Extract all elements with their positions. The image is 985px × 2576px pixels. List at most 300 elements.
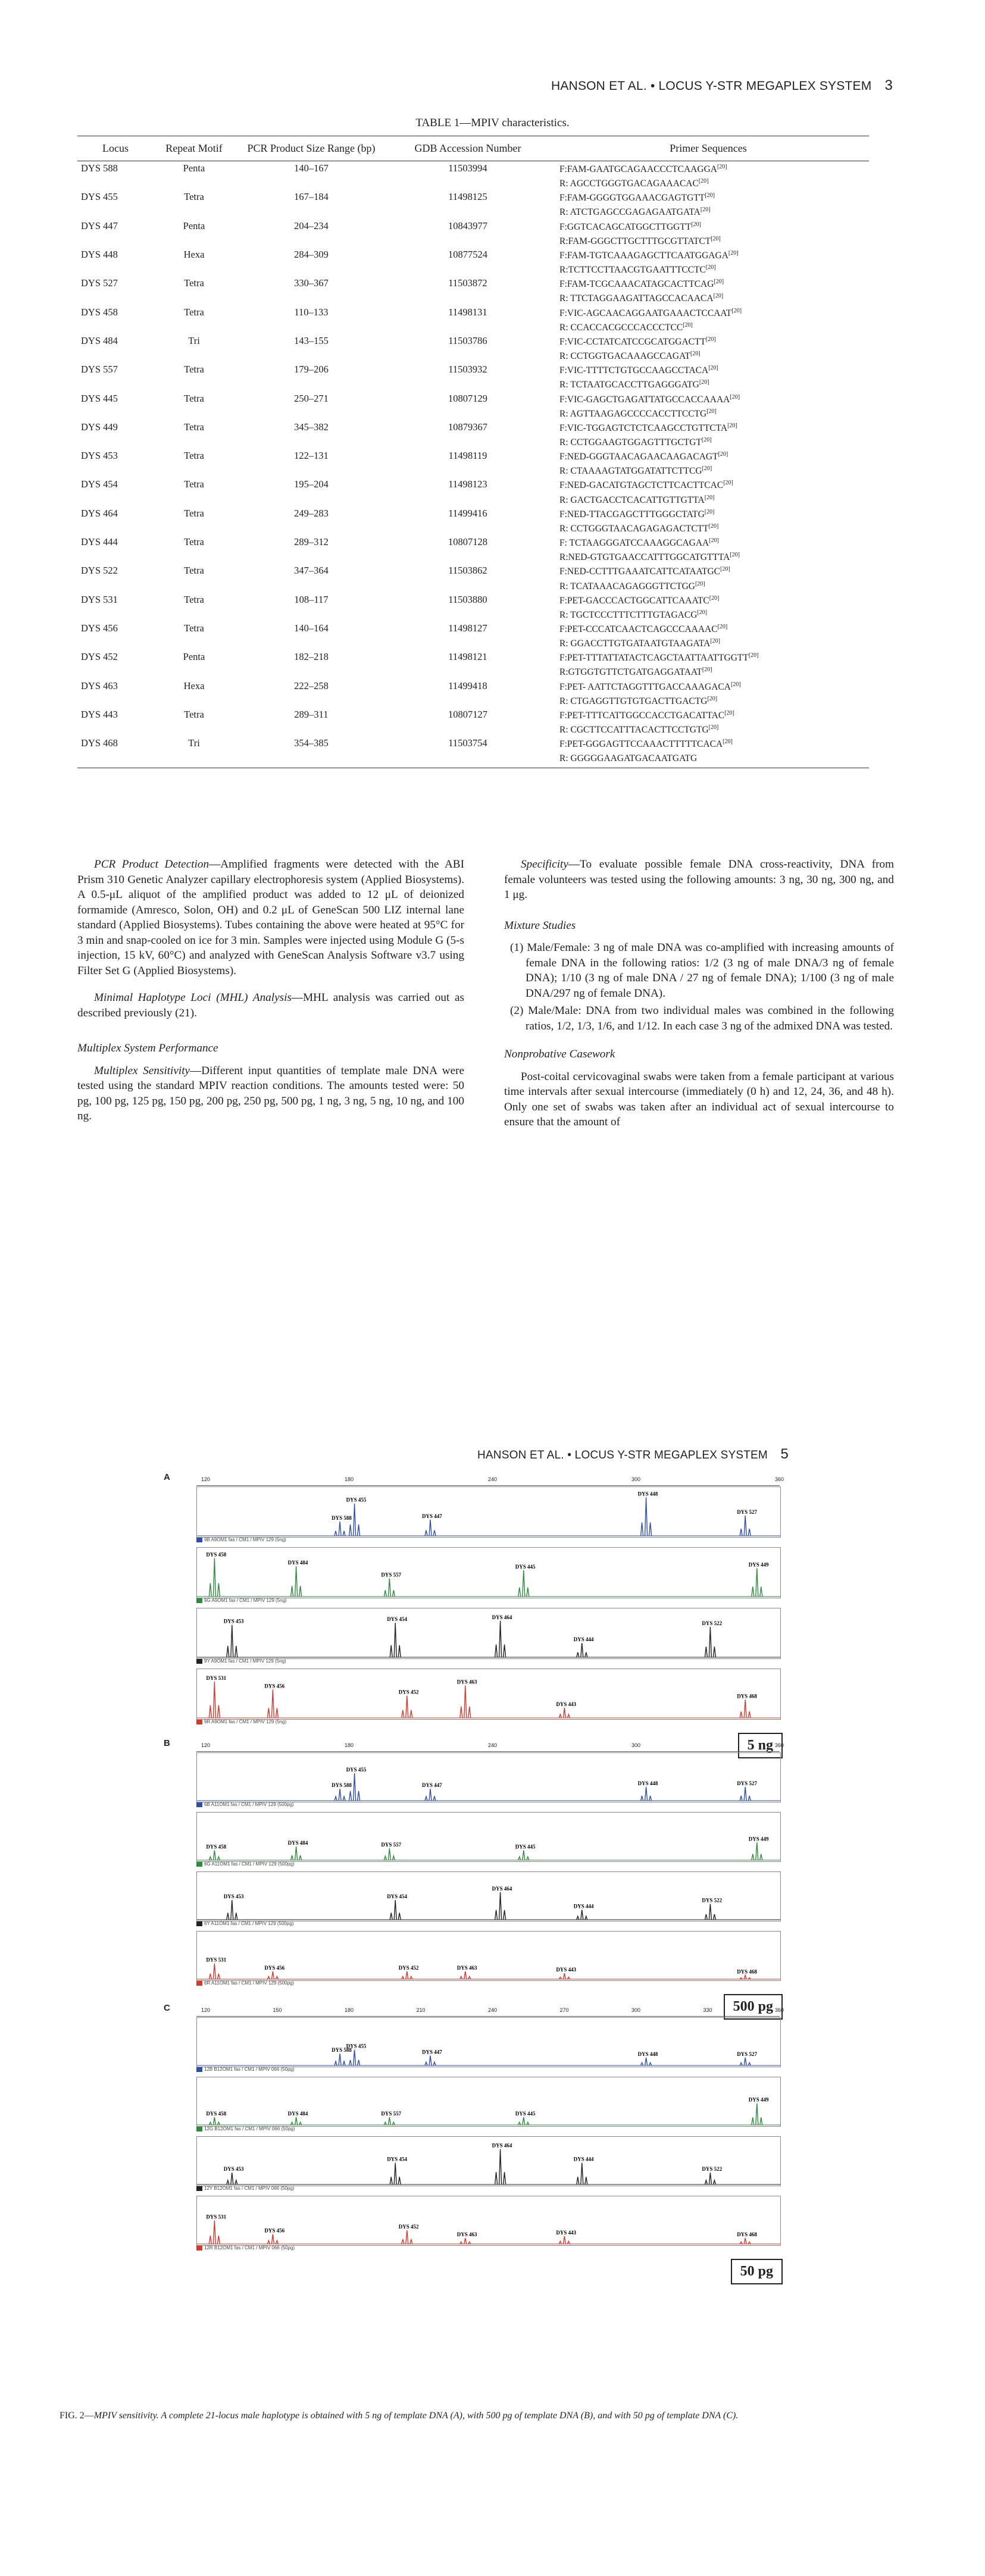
table-cell-motif: Penta xyxy=(183,220,205,231)
lane-text: 12G B12OM1 fas / CM1 / MPIV 066 (50pg) xyxy=(204,2126,295,2131)
allele-peak xyxy=(213,1851,215,1861)
peak-label: DYS 464 xyxy=(492,1885,512,1892)
allele-peak xyxy=(527,1857,529,1860)
allele-peak xyxy=(235,1913,237,1920)
peak-label: DYS 452 xyxy=(398,1689,419,1695)
table-cell-primers xyxy=(548,679,869,708)
allele-peak xyxy=(231,1625,233,1657)
table-row xyxy=(77,621,869,650)
allele-peak xyxy=(649,1796,652,1801)
citation-ref: [20] xyxy=(705,336,716,343)
allele-peak xyxy=(760,1586,762,1597)
section-heading: Nonprobative Casework xyxy=(504,1048,615,1060)
peak-label: DYS 484 xyxy=(287,2110,308,2117)
subhead: Specificity xyxy=(521,858,568,871)
table-cell-motif: Hexa xyxy=(183,680,205,691)
allele-peak xyxy=(231,1900,233,1920)
allele-peak xyxy=(460,1707,462,1718)
table-row xyxy=(77,506,869,535)
lane-text: 9R A9OM1 fas / CM1 / MPIV 129 (5ng) xyxy=(204,1719,287,1724)
lane-label xyxy=(196,1719,780,1727)
peak-label: DYS 445 xyxy=(515,1563,536,1570)
table-cell-size: 167–184 xyxy=(294,191,329,203)
panel-letter: B xyxy=(164,1738,170,1748)
table-cell-size: 222–258 xyxy=(294,680,329,691)
allele-peak xyxy=(217,1974,220,1979)
lane-label xyxy=(196,2067,780,2075)
reverse-primer: R: TGCTCCCTTTCTTTGTAGACG xyxy=(559,610,698,620)
allele-peak xyxy=(705,1647,707,1657)
citation-ref: [20] xyxy=(718,451,728,458)
table-cell-size: 354–385 xyxy=(234,736,388,768)
citation-ref: [20] xyxy=(724,709,734,716)
col-header: GDB Accession Number xyxy=(388,136,548,161)
peak-label: DYS 449 xyxy=(748,1836,769,1842)
table-cell-motif: Tetra xyxy=(184,392,204,404)
table-row xyxy=(77,248,869,276)
electropherogram-trace xyxy=(196,2077,781,2127)
allele-peak xyxy=(410,2239,412,2244)
peak-label: DYS 443 xyxy=(556,1701,577,1707)
allele-peak xyxy=(390,2177,392,2184)
table-cell-primers xyxy=(548,248,869,276)
electropherogram-trace xyxy=(196,1547,781,1598)
allele-peak xyxy=(384,2122,386,2125)
forward-primer: F:PET- AATTCTAGGTTTGACCAAAGACA xyxy=(559,681,731,692)
allele-peak xyxy=(559,1714,561,1718)
allele-peak xyxy=(392,2122,395,2125)
citation-ref: [20] xyxy=(699,379,709,386)
peak-label: DYS 464 xyxy=(492,2142,512,2149)
table-cell-primers xyxy=(548,564,869,592)
allele-peak xyxy=(354,1773,356,1801)
table-cell-locus: DYS 444 xyxy=(81,536,118,548)
col-header: Locus xyxy=(77,136,154,161)
dye-swatch xyxy=(196,1598,202,1603)
paragraph: Post-coital cervicovaginal swabs were taken from a female participant at various time intervals after sexual intercourse (immediately (0 h) and 12, 24, 36, and 48 h). Only one set of swabs was taken after an individual act of sexual intercourse to ensure that the amount of xyxy=(504,1070,894,1128)
table-row xyxy=(77,736,869,768)
forward-primer: F:NED-GACATGTAGCTCTTCACTTCAC xyxy=(559,480,724,491)
table-cell-primers xyxy=(548,420,869,449)
table-row xyxy=(77,449,869,477)
axis-tick-label: 360 xyxy=(775,1742,784,1748)
running-head-text: HANSON ET AL. • LOCUS Y-STR MEGAPLEX SYSTEM xyxy=(477,1449,768,1461)
table-cell-motif: Tetra xyxy=(184,507,204,519)
allele-peak xyxy=(464,1971,467,1979)
allele-peak xyxy=(402,1976,404,1979)
table-cell-locus: DYS 443 xyxy=(81,708,118,720)
table-cell-motif: Penta xyxy=(183,162,205,174)
table-cell-primers xyxy=(548,477,869,506)
citation-ref: [20] xyxy=(708,724,719,731)
allele-peak xyxy=(744,1787,746,1801)
citation-ref: [20] xyxy=(707,695,718,702)
lane-text: 12R B12OM1 fas / CM1 / MPIV 066 (50pg) xyxy=(204,2245,295,2251)
allele-peak xyxy=(231,2173,233,2184)
lane-label xyxy=(196,1921,780,1929)
allele-peak xyxy=(334,1531,337,1536)
table-cell-gdb: 10807127 xyxy=(448,708,487,720)
table-cell-primers xyxy=(548,161,869,190)
allele-peak xyxy=(495,1910,498,1920)
table-cell-size: 179–206 xyxy=(294,364,329,375)
table-cell-primers xyxy=(548,736,869,768)
allele-peak xyxy=(299,2122,302,2125)
table-cell-locus: DYS 455 xyxy=(81,191,118,203)
citation-ref: [20] xyxy=(705,192,715,199)
allele-peak xyxy=(641,2062,643,2065)
citation-ref: [20] xyxy=(701,436,712,443)
citation-ref: [20] xyxy=(730,393,740,400)
table-cell-primers xyxy=(548,535,869,564)
peak-label: DYS 445 xyxy=(515,2110,536,2117)
allele-peak xyxy=(227,2180,229,2184)
allele-peak xyxy=(339,2054,341,2065)
axis-tick-label: 330 xyxy=(703,2007,712,2013)
allele-peak xyxy=(433,1530,436,1536)
citation-ref: [20] xyxy=(706,408,717,415)
forward-primer: F:VIC-TGGAGTCTCTCAAGCCTGTTCTA xyxy=(559,422,728,433)
allele-peak xyxy=(209,2236,211,2244)
allele-peak xyxy=(756,1568,758,1597)
allele-peak xyxy=(295,2117,298,2125)
table-cell-gdb: 11503932 xyxy=(448,364,487,375)
allele-peak xyxy=(209,1705,211,1718)
peak-label: DYS 588 xyxy=(332,2047,352,2054)
reverse-primer: R: AGCCTGGGTGACAGAAACAC xyxy=(559,179,699,189)
table-cell-locus: DYS 464 xyxy=(81,507,118,519)
citation-ref: [20] xyxy=(731,307,742,314)
reverse-primer: R: CCTGGGTAACAGAGAGACTCTT xyxy=(559,524,709,534)
allele-peak xyxy=(392,1856,395,1860)
peak-label: DYS 456 xyxy=(264,1683,285,1689)
peak-label: DYS 452 xyxy=(398,2223,419,2230)
table-cell-locus: DYS 458 xyxy=(81,306,118,318)
reverse-primer: R: TCTAATGCACCTTGAGGGATG xyxy=(559,380,699,390)
citation-ref: [20] xyxy=(704,494,715,501)
lane-label xyxy=(196,1980,780,1989)
peak-label: DYS 454 xyxy=(387,1893,407,1899)
allele-peak xyxy=(349,2060,352,2065)
lane-label xyxy=(196,1598,780,1606)
figure-panel xyxy=(164,1472,806,1753)
peak-label: DYS 588 xyxy=(332,1515,352,1522)
dye-swatch xyxy=(196,2186,202,2191)
allele-peak xyxy=(705,1914,707,1920)
allele-peak xyxy=(518,2122,521,2125)
allele-peak xyxy=(756,2104,758,2125)
forward-primer: F:FAM-GAATGCAGAACCCTCAAGGA xyxy=(559,164,717,175)
table-row xyxy=(77,708,869,736)
allele-peak xyxy=(756,1842,758,1860)
table-cell-gdb: 11498119 xyxy=(448,450,487,462)
allele-peak xyxy=(213,2117,215,2125)
allele-peak xyxy=(349,1791,352,1801)
lane-text: 9Y A9OM1 fas / CM1 / MPIV 129 (5ng) xyxy=(204,1658,286,1664)
size-axis xyxy=(196,1475,784,1486)
lane-text: 6G A11OM1 fas / CM1 / MPIV 129 (500pg) xyxy=(204,1861,295,1867)
table-cell-motif: Tetra xyxy=(184,565,204,577)
reverse-primer: R:NED-GTGTGAACCATTTGGCATGTTTA xyxy=(559,552,730,563)
forward-primer: F:GGTCACAGCATGGCTTGGTT xyxy=(559,221,692,232)
citation-ref: [20] xyxy=(711,235,721,242)
allele-peak xyxy=(740,1529,742,1536)
table-header-row xyxy=(77,136,869,161)
axis-tick-label: 180 xyxy=(345,1742,354,1748)
table-row xyxy=(77,334,869,362)
allele-peak xyxy=(358,1791,360,1801)
electropherogram-trace xyxy=(196,1931,781,1981)
citation-ref: [20] xyxy=(708,365,718,372)
table-cell-motif: Tetra xyxy=(184,708,204,720)
citation-ref: [20] xyxy=(690,350,701,358)
peak-label: DYS 458 xyxy=(206,2110,227,2117)
peak-label: DYS 448 xyxy=(637,2051,658,2057)
electropherogram-trace xyxy=(196,1812,781,1862)
col-header: Repeat Motif xyxy=(154,136,234,161)
allele-peak xyxy=(577,2177,579,2184)
citation-ref: [20] xyxy=(717,624,728,630)
axis-tick-label: 180 xyxy=(345,2007,354,2013)
forward-primer: F:VIC-GAGCTGAGATTATGCCACCAAAA xyxy=(559,394,730,405)
allele-peak xyxy=(523,2117,525,2125)
allele-peak xyxy=(504,1645,506,1657)
table-cell-size: 249–283 xyxy=(294,507,329,519)
lane-text: 12B B12OM1 fas / CM1 / MPIV 066 (50pg) xyxy=(204,2067,295,2072)
dye-swatch xyxy=(196,1720,202,1724)
peak-label: DYS 484 xyxy=(287,1839,308,1846)
allele-peak xyxy=(343,1531,345,1536)
allele-peak xyxy=(213,1682,215,1718)
allele-peak xyxy=(334,2061,337,2065)
mixture-list xyxy=(510,940,894,1034)
table-cell-locus: DYS 468 xyxy=(77,736,154,768)
reverse-primer: R:GTGGTGTTCTGATGAGGATAAT xyxy=(559,667,702,678)
table-cell-motif: Hexa xyxy=(183,248,205,260)
electropherogram-trace xyxy=(196,2136,781,2186)
lane-text: 6B A11OM1 fas / CM1 / MPIV 129 (500pg) xyxy=(204,1802,294,1807)
allele-peak xyxy=(748,1711,751,1718)
allele-peak xyxy=(641,1522,643,1536)
forward-primer: F:FAM-TGTCAAAGAGCTTCAATGGAGA xyxy=(559,251,728,261)
allele-peak xyxy=(709,1904,711,1920)
table-cell-locus: DYS 463 xyxy=(81,680,118,691)
caption-text: MPIV sensitivity. A complete 21-locus male haplotype is obtained with 5 ng of template DNA (A), with 500 pg of template DNA (B), and with 50 pg of template DNA (C). xyxy=(93,2411,739,2421)
table-cell-size: 140–164 xyxy=(294,622,329,634)
reverse-primer: R: GACTGACCTCACATTGTTGTTA xyxy=(559,494,705,505)
allele-peak xyxy=(744,2058,746,2065)
citation-ref: [20] xyxy=(695,580,705,587)
table-cell-locus: DYS 522 xyxy=(81,565,118,577)
lane-label xyxy=(196,2245,780,2253)
allele-peak xyxy=(433,2062,436,2065)
peak-label: DYS 557 xyxy=(381,2110,402,2117)
table-cell-size: 195–204 xyxy=(294,478,329,490)
allele-peak xyxy=(349,1525,352,1536)
table-cell-locus: DYS 445 xyxy=(81,392,118,404)
allele-peak xyxy=(518,1588,521,1597)
table-cell-primers xyxy=(548,621,869,650)
page-3 xyxy=(0,0,985,1250)
peak-label: DYS 484 xyxy=(287,1560,308,1566)
peak-label: DYS 445 xyxy=(515,1843,536,1850)
allele-peak xyxy=(227,1913,229,1920)
lane-text: 9G A9OM1 fas / CM1 / MPIV 129 (5ng) xyxy=(204,1598,287,1603)
table-cell-gdb: 11499416 xyxy=(448,507,487,519)
dye-swatch xyxy=(196,1802,202,1807)
citation-ref: [20] xyxy=(697,609,708,616)
allele-peak xyxy=(581,1643,583,1657)
allele-peak xyxy=(235,1646,237,1657)
citation-ref: [20] xyxy=(698,178,709,185)
table-cell-locus: DYS 588 xyxy=(81,162,118,174)
lane-text: 9B A9OM1 fas / CM1 / MPIV 129 (5ng) xyxy=(204,1537,286,1542)
allele-peak xyxy=(217,1705,220,1718)
peak-label: DYS 443 xyxy=(556,2229,577,2236)
allele-peak xyxy=(760,1854,762,1860)
axis-tick-label: 300 xyxy=(631,1476,641,1482)
axis-tick-label: 210 xyxy=(416,2007,426,2013)
table-cell-gdb: 10807128 xyxy=(448,536,487,548)
allele-peak xyxy=(464,2238,467,2244)
table-row xyxy=(77,535,869,564)
allele-peak xyxy=(464,1686,467,1718)
peak-label: DYS 557 xyxy=(381,1842,402,1848)
citation-ref: [20] xyxy=(717,164,727,170)
allele-peak xyxy=(577,1652,579,1657)
table-cell-primers xyxy=(548,392,869,420)
reverse-primer: R: CTAAAAGTATGGATATTCTTCG xyxy=(559,466,702,477)
allele-peak xyxy=(709,1627,711,1657)
lane-label xyxy=(196,1537,780,1545)
allele-peak xyxy=(398,1645,401,1657)
allele-peak xyxy=(343,2061,345,2065)
forward-primer: F: TCTAAGGGATCCAAAGGCAGAA xyxy=(559,538,709,549)
peak-label: DYS 468 xyxy=(737,2231,757,2238)
paragraph: —Amplified fragments were detected with the ABI Prism 310 Genetic Analyzer capillary electrophoresis system (Applied Biosystems). A 0.5-μL aliquot of the amplified product was added to 12 μL of deionized formamide (Amresco, Solon, OH) and 0.2 μL of GeneScan 500 LIZ internal lane standard (Applied Biosystems). Tubes containing the above were heated at 95°C for 3 min and snap-cooled on ice for 3 min. Samples were injected using Module G (5-s injection, 15 kV, 60°C) and analyzed with GeneScan Analysis Software v3.7 using Filter Set G (Applied Biosystems). xyxy=(77,858,464,977)
table-cell-primers xyxy=(548,650,869,678)
peak-label: DYS 447 xyxy=(422,1782,442,1789)
peak-label: DYS 444 xyxy=(573,1903,594,1910)
table-cell-locus: DYS 452 xyxy=(81,651,118,663)
table-cell-primers xyxy=(548,219,869,248)
allele-peak xyxy=(752,1586,754,1597)
citation-ref: [20] xyxy=(709,537,719,544)
table-cell-motif: Tetra xyxy=(184,593,204,605)
peak-label: DYS 463 xyxy=(456,1679,477,1685)
peak-label: DYS 531 xyxy=(206,2214,227,2220)
forward-primer: F:PET-GACCCACTGGCATTCAAATC xyxy=(559,595,709,606)
page-number: 5 xyxy=(780,1446,789,1462)
peak-label: DYS 531 xyxy=(206,1957,227,1963)
reverse-primer: R:FAM-GGGCTTGCTTTGCGTTATCT xyxy=(559,236,711,246)
left-column xyxy=(77,857,464,1124)
subhead: Multiplex Sensitivity xyxy=(94,1064,190,1077)
dye-swatch xyxy=(196,1538,202,1542)
peak-label: DYS 458 xyxy=(206,1551,227,1558)
allele-peak xyxy=(410,1710,412,1718)
table-cell-size: 122–131 xyxy=(294,450,329,462)
table-cell-locus: DYS 484 xyxy=(81,334,118,346)
allele-peak xyxy=(559,2241,561,2244)
citation-ref: [20] xyxy=(704,508,715,515)
allele-peak xyxy=(752,1854,754,1860)
allele-peak xyxy=(709,2173,711,2184)
axis-tick-label: 300 xyxy=(631,2007,641,2013)
list-item: (2) Male/Male: DNA from two individual males was combined in the following ratios, 1/2, 1/3, 1/6, and 1/12. In each case 3 ng of the admixed DNA was tested. xyxy=(510,1004,894,1032)
allele-peak xyxy=(563,1708,565,1718)
peak-label: DYS 456 xyxy=(264,2227,285,2234)
allele-peak xyxy=(527,1588,529,1597)
allele-peak xyxy=(388,1848,390,1860)
table-body xyxy=(77,161,869,768)
allele-peak xyxy=(276,1708,278,1718)
allele-peak xyxy=(713,2180,715,2184)
allele-peak xyxy=(567,2241,570,2244)
peak-label: DYS 449 xyxy=(748,1561,769,1568)
allele-peak xyxy=(744,1699,746,1718)
allele-peak xyxy=(523,1570,525,1597)
allele-peak xyxy=(429,1520,431,1536)
allele-peak xyxy=(649,1522,652,1536)
section-heading: Mixture Studies xyxy=(504,919,576,932)
peak-label: DYS 468 xyxy=(737,1968,757,1975)
citation-ref: [20] xyxy=(709,594,720,602)
allele-peak xyxy=(209,1583,211,1597)
table-cell-size: 330–367 xyxy=(294,277,329,289)
table-cell-locus: DYS 454 xyxy=(81,478,118,490)
citation-ref: [20] xyxy=(702,465,712,472)
forward-primer: F:VIC-AGCAACAGGAATGAAACTCCAAT xyxy=(559,308,732,318)
reverse-primer: R: GGACCTTGTGATAATGTAAGATA xyxy=(559,638,711,649)
allele-peak xyxy=(339,1522,341,1536)
figure-caption xyxy=(60,2410,774,2422)
allele-peak xyxy=(358,2060,360,2065)
citation-ref: [20] xyxy=(730,552,740,559)
figure-label: FIG. 2— xyxy=(60,2411,94,2421)
table-row xyxy=(77,392,869,420)
forward-primer: F:PET-TTTATTATACTCAGCTAATTAATTGGTT xyxy=(559,653,749,663)
table-row xyxy=(77,305,869,334)
section-heading: Multiplex System Performance xyxy=(77,1042,218,1054)
table-cell-motif: Tetra xyxy=(184,364,204,375)
allele-peak xyxy=(295,1566,298,1597)
paragraph: —To evaluate possible female DNA cross-reactivity, DNA from female volunteers was tested using the following amounts: 3 ng, 30 ng, 300 ng, and 1 μg. xyxy=(504,858,894,901)
allele-peak xyxy=(425,1796,427,1801)
forward-primer: F:NED-GGGTAACAGAACAAGACAGT xyxy=(559,452,718,462)
allele-peak xyxy=(402,1710,404,1718)
allele-peak xyxy=(567,1977,570,1979)
peak-label: DYS 453 xyxy=(223,1618,244,1625)
table-cell-size: 110–133 xyxy=(294,306,329,318)
peak-label: DYS 448 xyxy=(637,1491,658,1497)
allele-peak xyxy=(390,1645,392,1657)
peak-label: DYS 449 xyxy=(748,2096,769,2103)
table-cell-primers xyxy=(548,708,869,736)
allele-peak xyxy=(271,1971,274,1979)
lane-label xyxy=(196,1861,780,1870)
allele-peak xyxy=(267,2240,270,2244)
table-row xyxy=(77,190,869,218)
running-head-text: HANSON ET AL. • LOCUS Y-STR MEGAPLEX SYSTEM xyxy=(551,79,872,93)
allele-peak xyxy=(402,2239,404,2244)
table-cell-primers xyxy=(548,190,869,218)
allele-peak xyxy=(334,1796,337,1801)
table-row xyxy=(77,219,869,248)
table-cell-motif: Tetra xyxy=(184,622,204,634)
table-row xyxy=(77,362,869,391)
citation-ref: [20] xyxy=(727,422,737,429)
